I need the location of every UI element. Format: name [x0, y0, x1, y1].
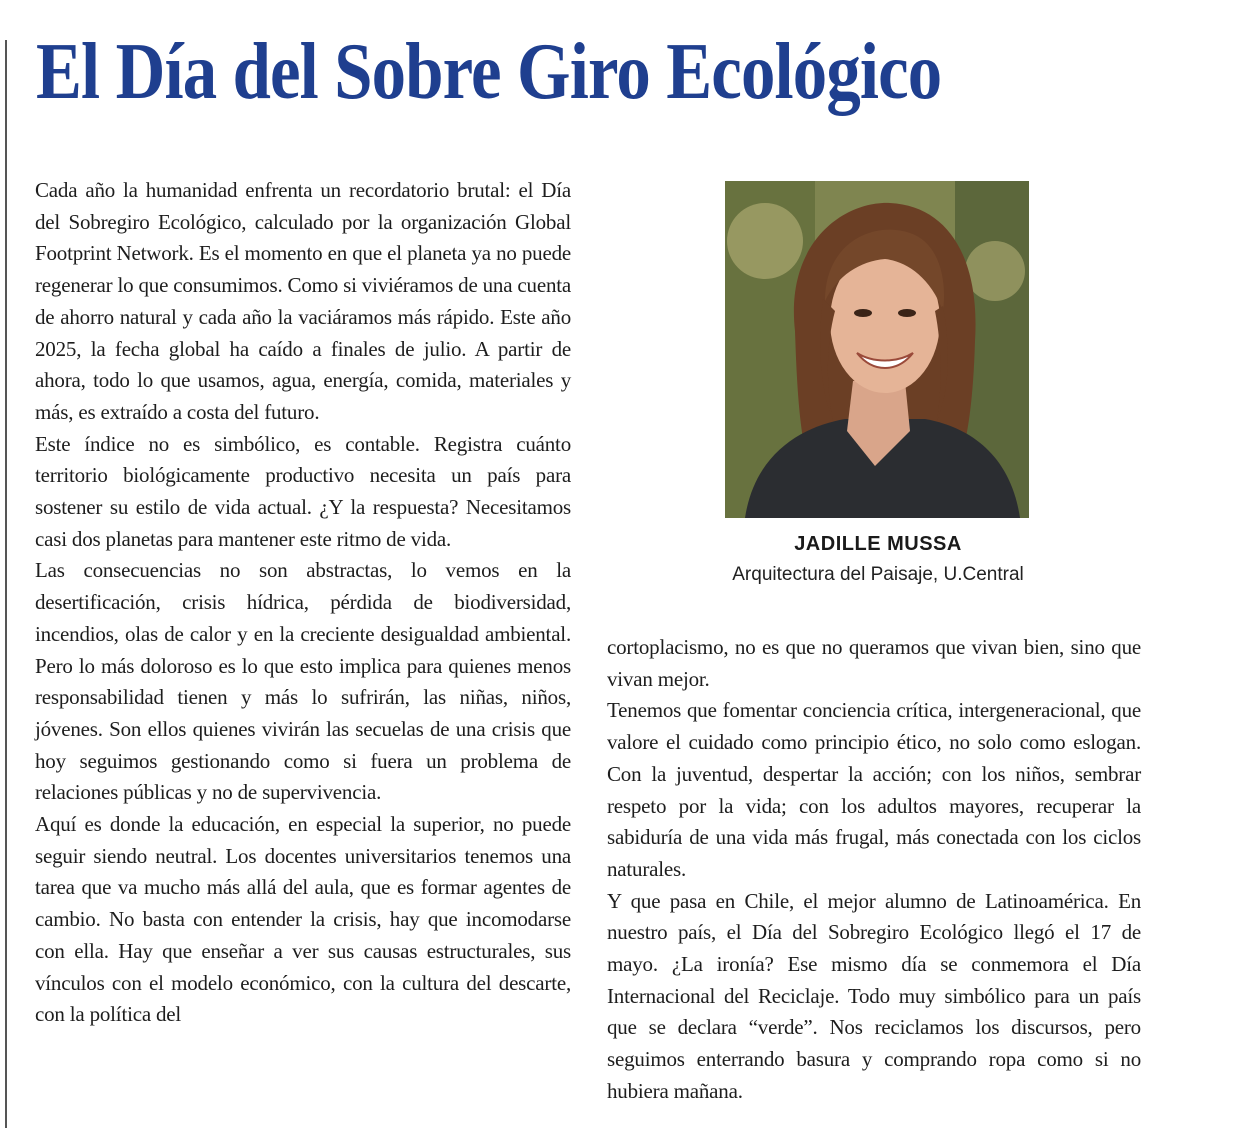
author-role: Arquitectura del Paisaje, U.Central [732, 564, 1024, 585]
author-portrait-illustration [725, 181, 1029, 518]
article-column-right [607, 632, 1141, 1108]
article-column-left [35, 175, 571, 1031]
article-paragraph: cortoplacismo, no es que no queramos que vivan bien, sino que vivan mejor. [607, 635, 1141, 691]
article-paragraph: Este índice no es simbólico, es contable. Registra cuánto territorio biológicamente productivo necesita un país para sostener su estilo de vida actual. ¿Y la respuesta? Necesitamos casi dos planetas para mantener este ritmo de vida. [35, 431, 571, 551]
article-headline: El Día del Sobre Giro Ecológico [36, 28, 942, 116]
article-paragraph: Aquí es donde la educación, en especial la superior, no puede seguir siendo neutral. Los docentes universitarios tenemos una tarea que va mucho más allá del aula, que es formar agentes de cambio. No basta con entender la crisis, hay que incomodarse con ella. Hay que enseñar a ver sus causas estructurales, sus vínculos con el modelo económico, con la cultura del descarte, con la política del [35, 812, 571, 1027]
article-paragraph: Cada año la humanidad enfrenta un recordatorio brutal: el Día del Sobregiro Ecológico, calculado por la organización Global Footprint Network. Es el momento en que el planeta ya no puede regenerar lo que consumimos. Como si viviéramos de una cuenta de ahorro natural y cada año la vaciáramos más rápido. Este año 2025, la fecha global ha caído a finales de julio. A partir de ahora, todo lo que usamos, agua, energía, comida, materiales y más, es extraído a costa del futuro. [35, 178, 571, 424]
article-paragraph: Y que pasa en Chile, el mejor alumno de Latinoamérica. En nuestro país, el Día del Sobregiro Ecológico llegó el 17 de mayo. ¿La ironía? Ese mismo día se conmemora el Día Internacional del Reciclaje. Todo muy simbólico para un país que se declara “verde”. Nos reciclamos los discursos, pero seguimos enterrando basura y comprando ropa como si no hubiera mañana. [607, 888, 1141, 1103]
column-rule [5, 40, 7, 1128]
author-photo [725, 181, 1029, 518]
author-name: JADILLE MUSSA [794, 533, 962, 555]
article-paragraph: Las consecuencias no son abstractas, lo vemos en la desertificación, crisis hídrica, pérdida de biodiversidad, incendios, olas de calor y en la creciente desigualdad ambiental. Pero lo más doloroso es lo que esto implica para quienes menos responsabilidad tienen y más lo sufrirán, las niñas, niños, jóvenes. Son ellos quienes vivirán las secuelas de una crisis que hoy seguimos gestionando como si fuera un problema de relaciones públicas y no de supervivencia. [35, 558, 571, 805]
article-paragraph: Tenemos que fomentar conciencia crítica, intergeneracional, que valore el cuidado como principio ético, no solo como eslogan. Con la juventud, despertar la acción; con los niños, sembrar respeto por la vida; con los adultos mayores, recuperar la sabiduría de una vida más frugal, más conectada con los ciclos naturales. [607, 698, 1141, 881]
